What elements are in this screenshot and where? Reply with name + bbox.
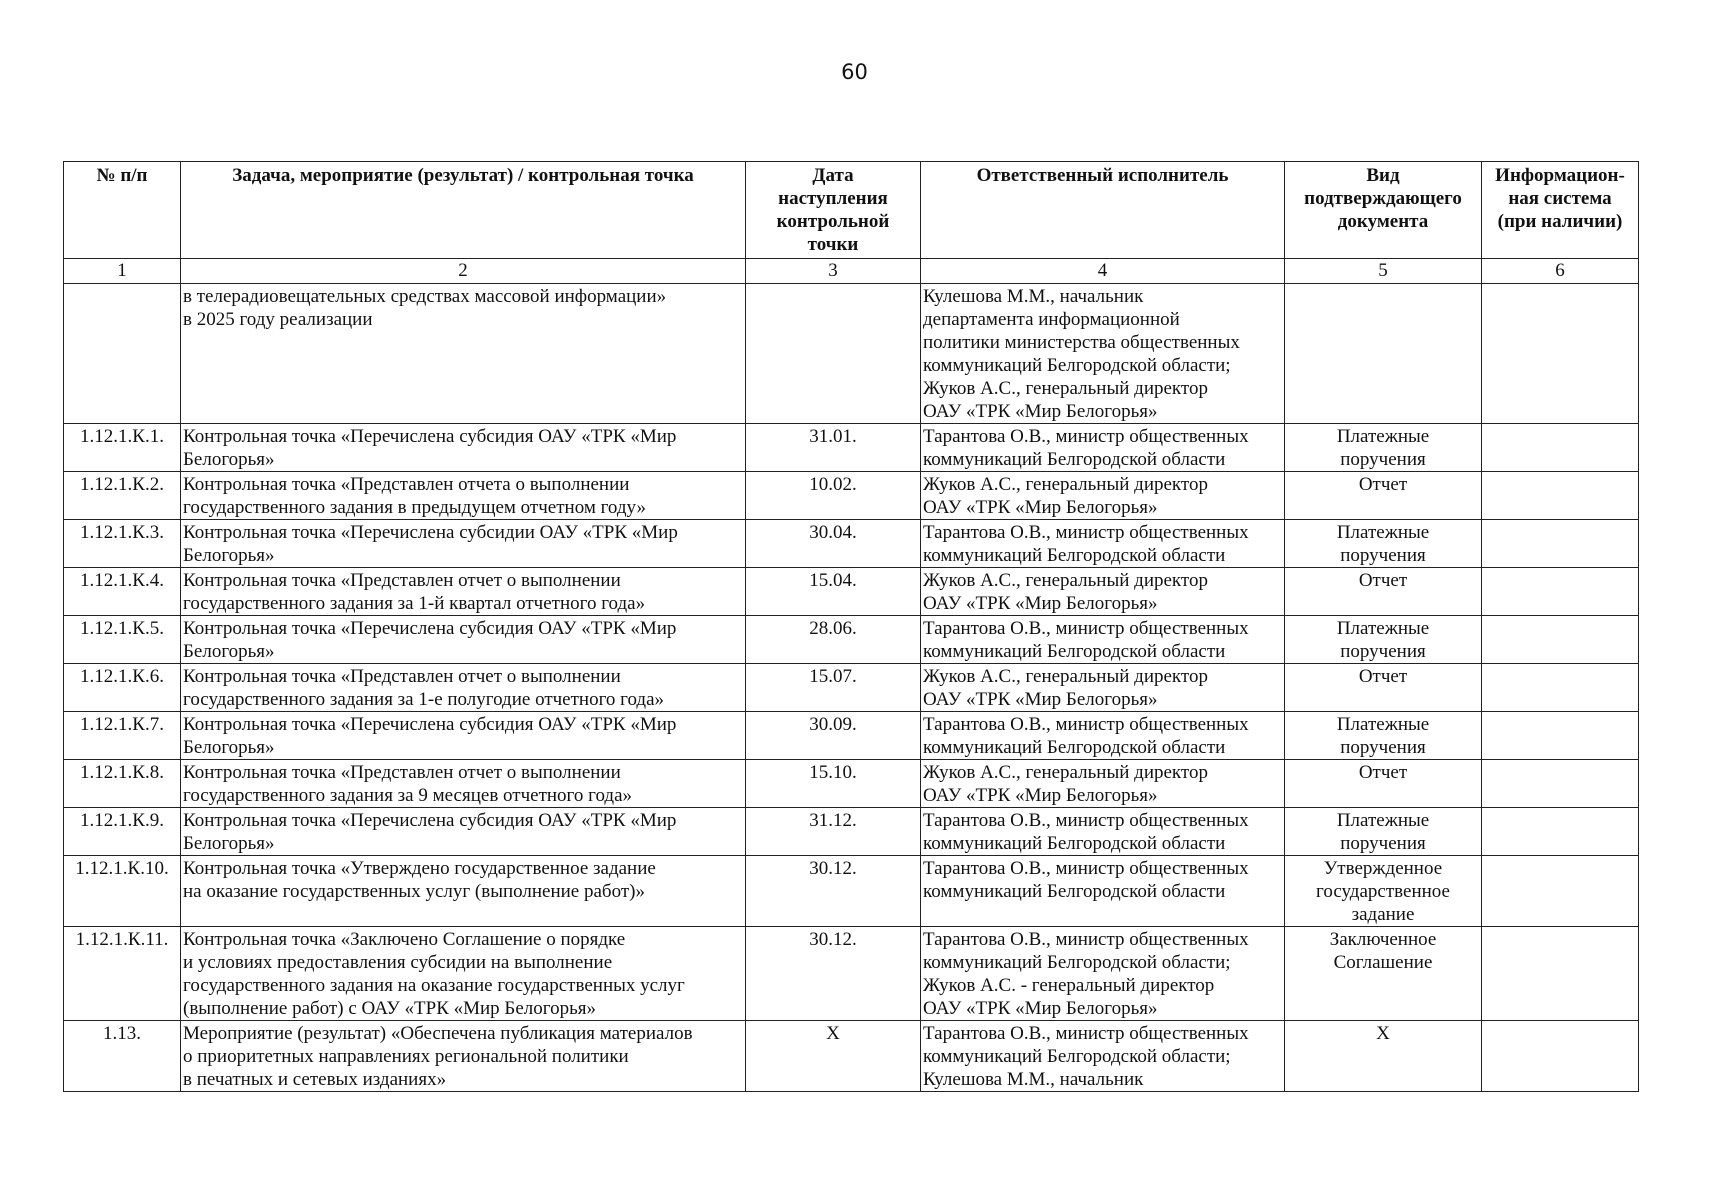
date-cell: 30.12. [746, 927, 921, 1021]
system-cell [1482, 616, 1639, 664]
task-line: Белогорья» [183, 545, 275, 566]
table-body [64, 284, 1639, 1092]
header-task-line: Задача, мероприятие (результат) / контрольная точка [232, 165, 694, 186]
task-line: о приоритетных направлениях региональной политики [183, 1046, 629, 1067]
header-system-line: ная система [1508, 188, 1612, 209]
table-row [64, 856, 1639, 927]
task-cell [181, 520, 746, 568]
row-number-cell: 1.12.1.К.2. [64, 472, 181, 520]
page-number: 60 [841, 60, 868, 84]
document-cell [1285, 568, 1482, 616]
document-cell [1285, 927, 1482, 1021]
task-cell [181, 712, 746, 760]
task-line: Белогорья» [183, 833, 275, 854]
date-cell: 31.01. [746, 424, 921, 472]
task-cell [181, 284, 746, 424]
task-line: государственного задания за 1-е полугодие отчетного года» [183, 689, 665, 710]
system-cell [1482, 284, 1639, 424]
header-executor [921, 162, 1285, 259]
system-cell [1482, 424, 1639, 472]
task-line: в 2025 году реализации [183, 309, 373, 330]
document-line: государственное [1316, 881, 1450, 902]
executor-cell [921, 568, 1285, 616]
date-cell: 30.12. [746, 856, 921, 927]
executor-line: политики министерства общественных [923, 332, 1240, 353]
executor-line: Тарантова О.В., министр общественных [923, 714, 1249, 735]
task-line: и условиях предоставления субсидии на выполнение [183, 952, 613, 973]
document-line: Соглашение [1333, 952, 1433, 973]
header-date-line: наступления [778, 188, 888, 209]
document-cell [1285, 472, 1482, 520]
task-line: государственного задания в предыдущем отчетном году» [183, 497, 647, 518]
executor-line: Жуков А.С., генеральный директор [923, 762, 1208, 783]
document-cell [1285, 520, 1482, 568]
date-cell: Х [746, 1021, 921, 1092]
row-number-cell: 1.12.1.К.7. [64, 712, 181, 760]
column-number: 3 [746, 259, 921, 284]
row-number-cell: 1.12.1.К.3. [64, 520, 181, 568]
task-cell [181, 856, 746, 927]
executor-line: Жуков А.С., генеральный директор [923, 570, 1208, 591]
column-number: 2 [181, 259, 746, 284]
task-line: Контрольная точка «Представлен отчет о выполнении [183, 762, 621, 783]
document-line: Платежные [1336, 618, 1430, 639]
executor-line: Жуков А.С., генеральный директор [923, 378, 1208, 399]
task-line: (выполнение работ) с ОАУ «ТРК «Мир Белогорья» [183, 998, 596, 1019]
task-line: Контрольная точка «Перечислена субсидия ОАУ «ТРК «Мир [183, 618, 677, 639]
document-line: Отчет [1358, 570, 1408, 591]
executor-line: коммуникаций Белгородской области [923, 545, 1226, 566]
executor-line: ОАУ «ТРК «Мир Белогорья» [923, 593, 1158, 614]
task-line: Контрольная точка «Перечислена субсидии ОАУ «ТРК «Мир [183, 522, 678, 543]
date-cell: 15.04. [746, 568, 921, 616]
document-cell [1285, 1021, 1482, 1092]
date-cell [746, 284, 921, 424]
task-cell [181, 664, 746, 712]
system-cell [1482, 927, 1639, 1021]
document-line: Х [1376, 1023, 1390, 1044]
task-line: Контрольная точка «Заключено Соглашение о порядке [183, 929, 626, 950]
table-row [64, 1021, 1639, 1092]
table-row [64, 760, 1639, 808]
executor-line: ОАУ «ТРК «Мир Белогорья» [923, 785, 1158, 806]
document-line: Утвержденное [1323, 858, 1443, 879]
task-cell [181, 568, 746, 616]
header-executor-line: Ответственный исполнитель [976, 165, 1229, 186]
executor-cell [921, 927, 1285, 1021]
header-date-line: точки [807, 234, 859, 255]
task-cell [181, 1021, 746, 1092]
executor-line: Тарантова О.В., министр общественных [923, 522, 1249, 543]
document-line: Платежные [1336, 714, 1430, 735]
table-row [64, 284, 1639, 424]
table-row [64, 520, 1639, 568]
task-line: государственного задания за 1-й квартал отчетного года» [183, 593, 646, 614]
executor-cell [921, 472, 1285, 520]
document-cell [1285, 760, 1482, 808]
header-number-line: № п/п [96, 165, 148, 186]
executor-cell [921, 284, 1285, 424]
table-row [64, 808, 1639, 856]
executor-line: Тарантова О.В., министр общественных [923, 618, 1249, 639]
date-cell: 10.02. [746, 472, 921, 520]
document-line: Заключенное [1329, 929, 1437, 950]
task-cell [181, 472, 746, 520]
executor-line: Тарантова О.В., министр общественных [923, 1023, 1249, 1044]
header-system [1482, 162, 1639, 259]
date-cell: 30.09. [746, 712, 921, 760]
executor-line: коммуникаций Белгородской области; [923, 952, 1231, 973]
task-cell [181, 616, 746, 664]
task-line: Белогорья» [183, 449, 275, 470]
task-cell [181, 424, 746, 472]
system-cell [1482, 1021, 1639, 1092]
task-cell [181, 808, 746, 856]
header-document-line: Вид [1366, 165, 1400, 186]
document-line: поручения [1340, 449, 1426, 470]
header-date-line: Дата [812, 165, 854, 186]
table-header-row [64, 162, 1639, 259]
task-line: Контрольная точка «Перечислена субсидия ОАУ «ТРК «Мир [183, 426, 677, 447]
row-number-cell: 1.12.1.К.5. [64, 616, 181, 664]
column-number: 5 [1285, 259, 1482, 284]
executor-line: Кулешова М.М., начальник [923, 286, 1144, 307]
table-row [64, 472, 1639, 520]
executor-line: коммуникаций Белгородской области; [923, 355, 1231, 376]
executor-line: Тарантова О.В., министр общественных [923, 929, 1249, 950]
document-cell [1285, 712, 1482, 760]
document-cell [1285, 856, 1482, 927]
executor-cell [921, 856, 1285, 927]
executor-cell [921, 760, 1285, 808]
row-number-cell: 1.12.1.К.11. [64, 927, 181, 1021]
table-row [64, 424, 1639, 472]
document-cell [1285, 808, 1482, 856]
date-cell: 28.06. [746, 616, 921, 664]
executor-line: Тарантова О.В., министр общественных [923, 810, 1249, 831]
row-number-cell: 1.12.1.К.6. [64, 664, 181, 712]
document-line: Платежные [1336, 426, 1430, 447]
document-line: поручения [1340, 545, 1426, 566]
task-line: Контрольная точка «Перечислена субсидия ОАУ «ТРК «Мир [183, 714, 677, 735]
executor-line: Жуков А.С. - генеральный директор [923, 975, 1215, 996]
task-line: на оказание государственных услуг (выполнение работ)» [183, 881, 645, 902]
task-line: государственного задания на оказание государственных услуг [183, 975, 685, 996]
row-number-cell [64, 284, 181, 424]
row-number-cell: 1.12.1.К.10. [64, 856, 181, 927]
executor-line: ОАУ «ТРК «Мир Белогорья» [923, 689, 1158, 710]
row-number-cell: 1.12.1.К.4. [64, 568, 181, 616]
task-cell [181, 927, 746, 1021]
header-document [1285, 162, 1482, 259]
header-document-line: документа [1337, 211, 1429, 232]
table-row [64, 664, 1639, 712]
document-line: Платежные [1336, 522, 1430, 543]
executor-cell [921, 520, 1285, 568]
executor-line: ОАУ «ТРК «Мир Белогорья» [923, 998, 1158, 1019]
column-number: 4 [921, 259, 1285, 284]
executor-line: департамента информационной [923, 309, 1180, 330]
row-number-cell: 1.12.1.К.1. [64, 424, 181, 472]
document-line: поручения [1340, 737, 1426, 758]
system-cell [1482, 856, 1639, 927]
document-line: Отчет [1358, 762, 1408, 783]
column-number-row [64, 259, 1639, 284]
header-task [181, 162, 746, 259]
task-line: Мероприятие (результат) «Обеспечена публикация материалов [183, 1023, 693, 1044]
executor-line: Жуков А.С., генеральный директор [923, 474, 1208, 495]
executor-line: Тарантова О.В., министр общественных [923, 858, 1249, 879]
executor-line: ОАУ «ТРК «Мир Белогорья» [923, 401, 1158, 422]
control-points-table [63, 161, 1639, 1092]
date-cell: 31.12. [746, 808, 921, 856]
document-line: Платежные [1336, 810, 1430, 831]
executor-cell [921, 616, 1285, 664]
document-cell [1285, 664, 1482, 712]
system-cell [1482, 520, 1639, 568]
document-line: поручения [1340, 833, 1426, 854]
document-cell [1285, 284, 1482, 424]
system-cell [1482, 808, 1639, 856]
executor-cell [921, 424, 1285, 472]
executor-cell [921, 664, 1285, 712]
row-number-cell: 1.13. [64, 1021, 181, 1092]
header-system-line: (при наличии) [1497, 211, 1623, 232]
date-cell: 15.07. [746, 664, 921, 712]
document-line: Отчет [1358, 666, 1408, 687]
executor-line: ОАУ «ТРК «Мир Белогорья» [923, 497, 1158, 518]
system-cell [1482, 712, 1639, 760]
executor-cell [921, 712, 1285, 760]
header-document-line: подтверждающего [1304, 188, 1462, 209]
task-line: Контрольная точка «Утверждено государственное задание [183, 858, 656, 879]
table-row [64, 568, 1639, 616]
task-line: Белогорья» [183, 737, 275, 758]
header-system-line: Информацион- [1495, 165, 1625, 186]
column-number: 1 [64, 259, 181, 284]
executor-line: коммуникаций Белгородской области [923, 881, 1226, 902]
header-date [746, 162, 921, 259]
row-number-cell: 1.12.1.К.8. [64, 760, 181, 808]
task-line: Белогорья» [183, 641, 275, 662]
executor-line: коммуникаций Белгородской области; [923, 1046, 1231, 1067]
document-line: задание [1351, 904, 1415, 925]
task-line: Контрольная точка «Представлен отчет о выполнении [183, 570, 621, 591]
table-row [64, 616, 1639, 664]
document-line: поручения [1340, 641, 1426, 662]
executor-line: Жуков А.С., генеральный директор [923, 666, 1208, 687]
task-line: Контрольная точка «Представлен отчет о выполнении [183, 666, 621, 687]
system-cell [1482, 760, 1639, 808]
executor-line: коммуникаций Белгородской области [923, 833, 1226, 854]
executor-line: Кулешова М.М., начальник [923, 1069, 1144, 1090]
task-line: в телерадиовещательных средствах массовой информации» [183, 286, 667, 307]
table-row [64, 927, 1639, 1021]
executor-line: Тарантова О.В., министр общественных [923, 426, 1249, 447]
system-cell [1482, 472, 1639, 520]
task-line: Контрольная точка «Перечислена субсидия ОАУ «ТРК «Мир [183, 810, 677, 831]
date-cell: 30.04. [746, 520, 921, 568]
column-number: 6 [1482, 259, 1639, 284]
system-cell [1482, 664, 1639, 712]
executor-cell [921, 1021, 1285, 1092]
row-number-cell: 1.12.1.К.9. [64, 808, 181, 856]
task-line: Контрольная точка «Представлен отчета о выполнении [183, 474, 630, 495]
executor-line: коммуникаций Белгородской области [923, 641, 1226, 662]
document-line: Отчет [1358, 474, 1408, 495]
executor-cell [921, 808, 1285, 856]
table-row [64, 712, 1639, 760]
header-date-line: контрольной [776, 211, 890, 232]
document-cell [1285, 616, 1482, 664]
task-cell [181, 760, 746, 808]
document-cell [1285, 424, 1482, 472]
task-line: государственного задания за 9 месяцев отчетного года» [183, 785, 632, 806]
header-number [64, 162, 181, 259]
system-cell [1482, 568, 1639, 616]
date-cell: 15.10. [746, 760, 921, 808]
executor-line: коммуникаций Белгородской области [923, 737, 1226, 758]
executor-line: коммуникаций Белгородской области [923, 449, 1226, 470]
task-line: в печатных и сетевых изданиях» [183, 1069, 447, 1090]
